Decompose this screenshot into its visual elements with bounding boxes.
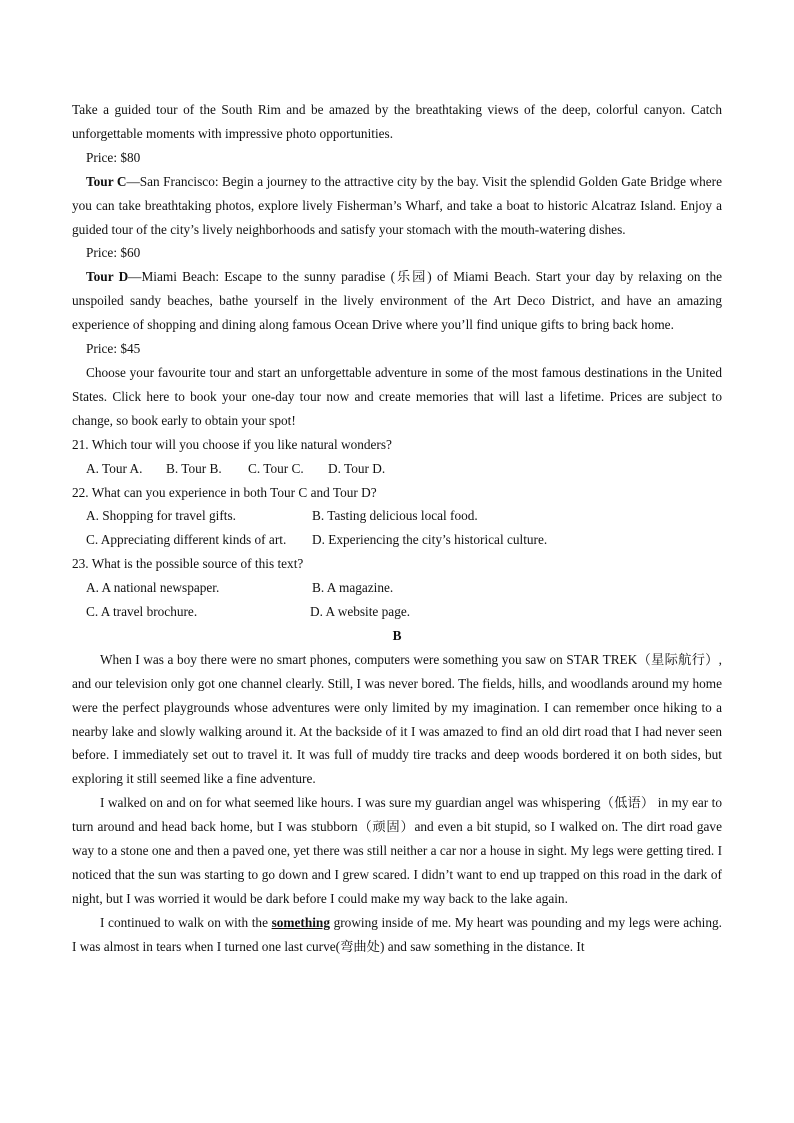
passage-b-paragraph-2: I walked on and on for what seemed like hours. I was sure my guardian angel was whispering（低语） in my ear to turn around and head back home, but I was stubborn（顽固）and even a bit stupid, so I walked on. The dirt road gave way to a stone one and then a paved one, yet there was still neither a car nor a house in sight. My legs were getting tired. I noticed that the sun was starting to go down and I grew scared. I didn’t want to end up trapped on this road in the dark of night, but I was worried it would be dark before I could make my way back to the lake again.	[72, 795, 722, 906]
tour-b-description: Take a guided tour of the South Rim and be amazed by the breathtaking views of the deep, colorful canyon. Catch unforgettable moments with impressive photo opportunities.	[72, 102, 722, 141]
closing-paragraph: Choose your favourite tour and start an unforgettable adventure in some of the most famous destinations in the United States. Click here to book your one-day tour now and create memories that will last a lifetime. Prices are subject to change, so book early to obtain your spot!	[72, 364, 722, 428]
option-c: C. A travel brochure.	[86, 604, 198, 620]
paragraph-3-start: I continued to walk on with the	[100, 914, 272, 930]
option-d: D. A website page.	[310, 604, 411, 620]
option-b: B. Tour B.	[166, 460, 222, 476]
tour-c-price: Price: $60	[86, 245, 141, 261]
tour-c-description	[72, 170, 722, 242]
tour-d-text: —Miami Beach: Escape to the sunny paradise (乐园) of Miami Beach. Start your day by relaxing on the unspoiled sandy beaches, bathe yourself in the lively environment of the Art Deco District, and have an amazing experience of shopping and dining along famous Ocean Drive where you’ll find unique gifts to bring back home.	[72, 269, 723, 333]
tour-c-label: Tour C	[86, 173, 127, 189]
question-23-options-row2	[72, 600, 722, 624]
tour-d-price: Price: $45	[86, 341, 141, 357]
paragraph-3-rest: growing inside of me. My heart was pounding and my legs were aching. I was almost in tears when I turned one last curve(弯曲处) and saw something in the distance. It	[72, 914, 722, 954]
option-d: D. Tour D.	[328, 460, 386, 476]
question-22-options-row1	[72, 504, 722, 528]
underlined-word: something	[271, 914, 330, 930]
option-a: A. A national newspaper.	[86, 580, 220, 596]
option-a: A. Shopping for travel gifts.	[86, 508, 236, 524]
passage-b-paragraph-1: When I was a boy there were no smart phones, computers were something you saw on STAR TREK（星际航行）, and our television only got one channel clearly. Still, I was never bored. The fields, hills, and woodlands around my home were the perfect playgrounds whose adventures were only limited by my imagination. I can remember once hiking to a nearby lake and slowly walking around it. At the backside of it I was amazed to find an old dirt road that I had never seen before. I immediately set out to travel it. It was full of muddy tire tracks and deep woods bordered it on both sides, but exploring it still seemed like a fine adventure.	[72, 651, 722, 787]
tour-b-price: Price: $80	[86, 149, 141, 165]
question-21-options	[72, 457, 722, 481]
question-23: 23. What is the possible source of this text?	[72, 556, 304, 572]
option-d: D. Experiencing the city’s historical culture.	[312, 532, 548, 548]
option-a: A. Tour A.	[86, 460, 143, 476]
option-c: C. Tour C.	[248, 460, 304, 476]
option-b: B. A magazine.	[312, 580, 394, 596]
question-21: 21. Which tour will you choose if you like natural wonders?	[72, 436, 392, 452]
question-22: 22. What can you experience in both Tour C and Tour D?	[72, 484, 377, 500]
tour-d-label: Tour D	[86, 269, 129, 285]
option-c: C. Appreciating different kinds of art.	[86, 532, 287, 548]
tour-c-text: —San Francisco: Begin a journey to the attractive city by the bay. Visit the splendid Golden Gate Bridge where you can take breathtaking photos, explore lively Fisherman’s Wharf, and take a boat to historic Alcatraz Island. Enjoy a guided tour of the city’s lively neighborhoods and satisfy your stomach with the mouth-watering dishes.	[72, 173, 723, 237]
question-22-options-row2	[72, 528, 722, 552]
tour-d-description	[72, 265, 722, 337]
option-b: B. Tasting delicious local food.	[312, 508, 478, 524]
question-23-options-row1	[72, 576, 722, 600]
exam-page	[72, 98, 722, 959]
section-heading-b: B	[392, 627, 402, 643]
passage-b-paragraph-3	[72, 911, 722, 959]
